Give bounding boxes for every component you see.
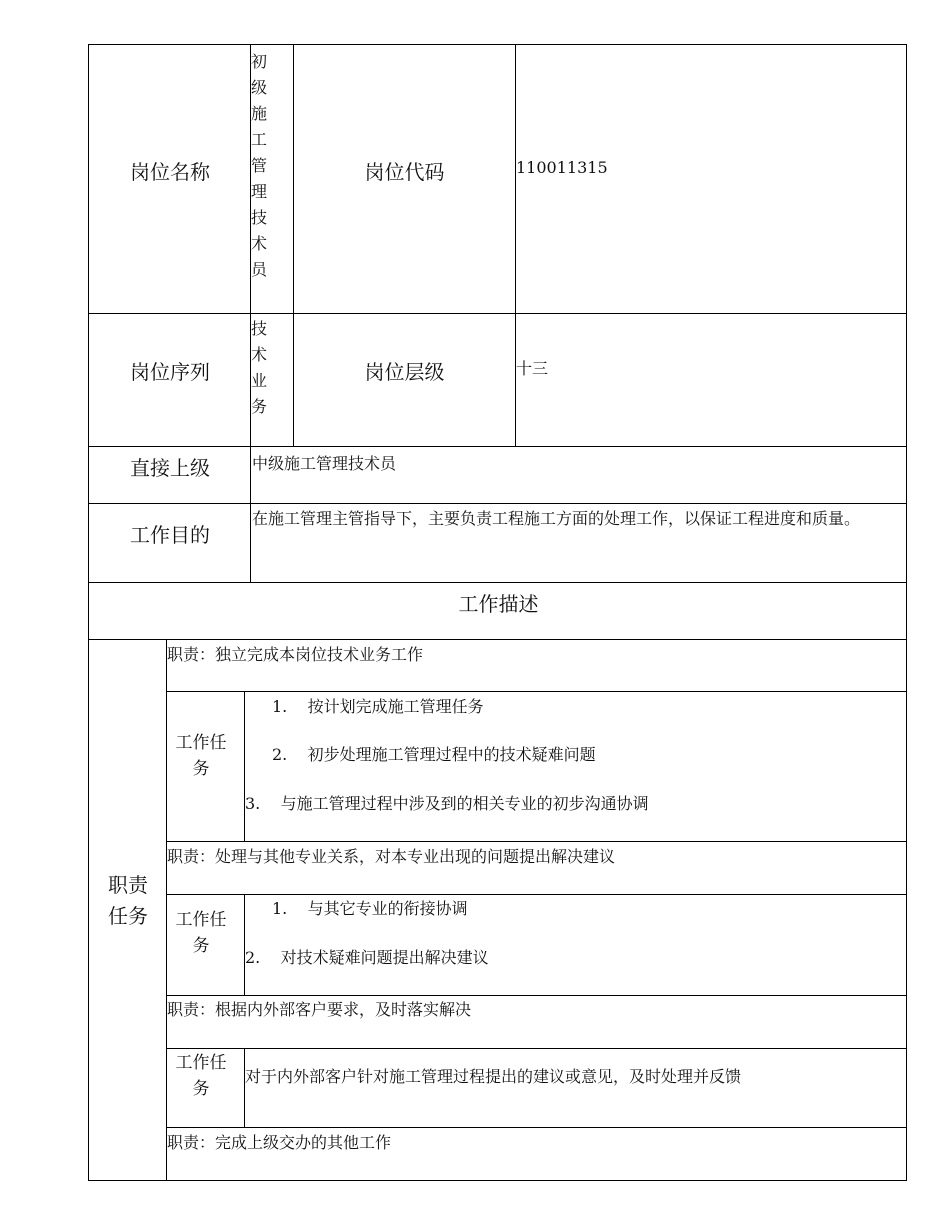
position-code-label: 岗位代码 xyxy=(364,160,445,184)
row-divider xyxy=(88,446,907,447)
duty-1-task-2: 2. 初步处理施工管理过程中的技术疑难问题 xyxy=(272,745,596,764)
row-divider xyxy=(88,639,907,640)
row-divider xyxy=(166,1127,907,1128)
position-series-text: 技术业务 xyxy=(251,319,268,416)
row-divider xyxy=(166,691,907,692)
duty-2-task-2: 2. 对技术疑难问题提出解决建议 xyxy=(245,948,489,967)
row-divider xyxy=(166,995,907,996)
row-divider xyxy=(166,1048,907,1049)
duty-4-text: 职责：完成上级交办的其他工作 xyxy=(167,1133,392,1152)
duty-1-text: 职责：独立完成本岗位技术业务工作 xyxy=(167,645,424,664)
position-name-text: 初级施工管理技术员 xyxy=(251,52,268,279)
column-divider xyxy=(166,639,167,1180)
position-level-value: 十三 xyxy=(516,359,549,378)
superior-value: 中级施工管理技术员 xyxy=(252,454,397,473)
row-divider xyxy=(166,841,907,842)
row-divider xyxy=(88,503,907,504)
row-divider xyxy=(88,313,907,314)
position-series-label: 岗位序列 xyxy=(130,360,210,384)
position-code-value: 110011315 xyxy=(516,158,608,177)
duty-1-task-1: 1. 按计划完成施工管理任务 xyxy=(272,697,484,716)
duty-2-task-label: 工作任务 xyxy=(175,910,227,956)
position-series-value xyxy=(251,316,271,420)
duties-section-label: 职责任务 xyxy=(108,873,148,928)
duty-1-task-label: 工作任务 xyxy=(175,733,227,779)
purpose-label: 工作目的 xyxy=(130,523,210,547)
duty-3-text: 职责：根据内外部客户要求，及时落实解决 xyxy=(167,1000,472,1019)
column-divider xyxy=(293,44,294,446)
row-divider xyxy=(166,894,907,895)
row-divider xyxy=(88,582,907,583)
superior-label: 直接上级 xyxy=(130,456,210,480)
position-level-label: 岗位层级 xyxy=(364,360,445,384)
duty-1-task-3: 3. 与施工管理过程中涉及到的相关专业的初步沟通协调 xyxy=(245,794,649,813)
position-name-label: 岗位名称 xyxy=(130,160,210,184)
purpose-value: 在施工管理主管指导下，主要负责工程施工方面的处理工作，以保证工程进度和质量。 xyxy=(252,509,861,528)
duty-2-task-1: 1. 与其它专业的衔接协调 xyxy=(272,899,468,918)
column-divider xyxy=(244,691,245,841)
column-divider xyxy=(515,44,516,446)
duty-2-text: 职责：处理与其他专业关系，对本专业出现的问题提出解决建议 xyxy=(167,847,616,866)
duty-3-task-1: 对于内外部客户针对施工管理过程提出的建议或意见，及时处理并反馈 xyxy=(245,1067,742,1086)
duty-3-task-label: 工作任务 xyxy=(175,1053,227,1099)
position-name-value xyxy=(251,49,271,283)
work-description-title: 工作描述 xyxy=(458,592,539,616)
